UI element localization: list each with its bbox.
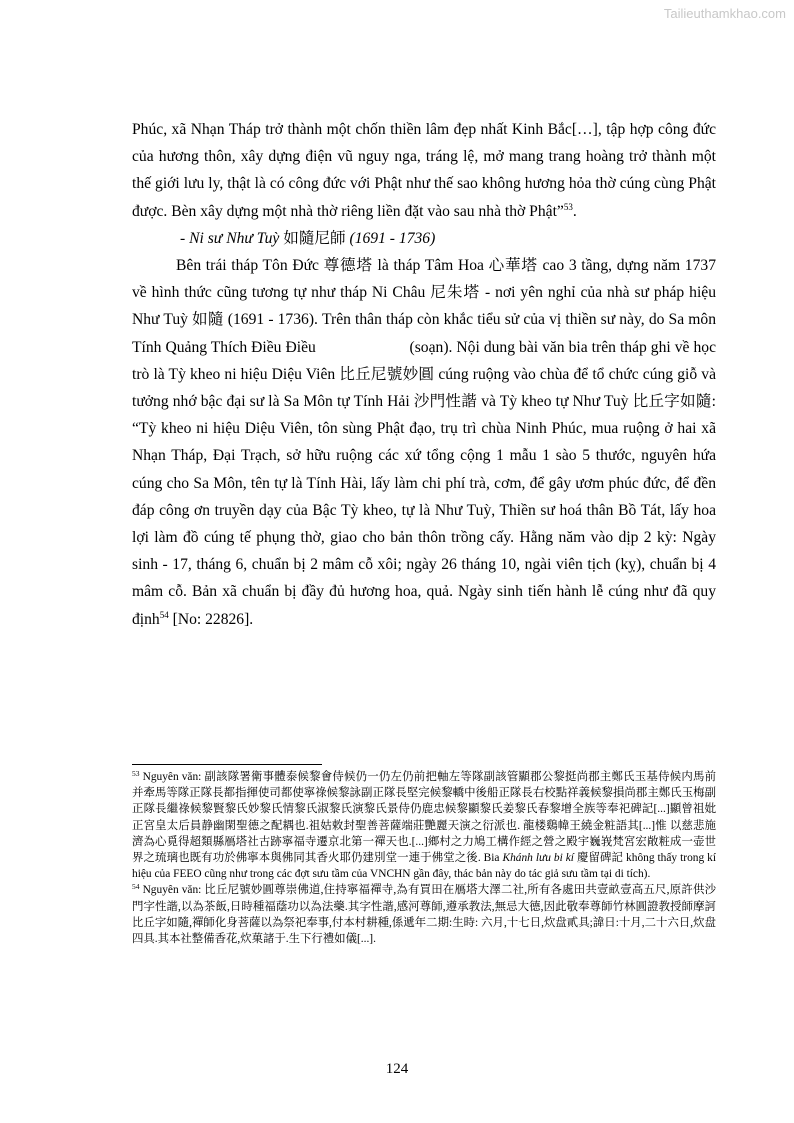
footnote-number: 54 (132, 882, 140, 892)
watermark: Tailieuthamkhao.com (663, 6, 786, 21)
heading-dates: (1691 - 1736) (345, 229, 436, 247)
footnote-text: 慶留碑記 không thấy trong kí hiệu của FEEO cũng như trong các đợt sưu tầm của VNCHN gần đây, thác bản này do tác giả sưu tầm tại di tích). (132, 852, 716, 881)
paragraph (132, 252, 716, 633)
footnote-ref[interactable]: 53 (563, 201, 573, 212)
footnotes (132, 769, 716, 947)
paragraph-text: . (572, 202, 577, 220)
page-number: 124 (385, 1061, 409, 1077)
body-text (132, 116, 716, 633)
footnote-text: Nguyên văn: 比丘尼號妙圓尊崇佛道,住持寧福禪寺,為有買田在鴈塔大澤二社,所有各處田共壹畝壹高五尺,原許供沙門字性諧,以為茶飯,日時種福蔭功以為法藥.其字性諧,感河尊師,遵承教法,無忌大德,因此敬奉尊師竹林圓證教授師摩訶比丘字如隨,禪師化身菩薩以為祭祀奉事,付本村耕種,係遞年二期:生時: 六月,十七日,炊盘貳具;諱日:十月,二十六日,炊盘四具.其本社整備香花,炊菓諸于.生下行禮如儀[...]. (132, 884, 716, 946)
paragraph (132, 116, 716, 225)
footnote-text: Nguyên văn: 副該隊署衛事體泰候黎會侍候仍一仍左仍前把軸左等隊副該管顯郡公黎挺尚郡主鄭氏玉基侍候内馬前并牽馬等隊正隊長都指揮使司都使寧祿候黎詠副正隊長堅完候黎轎中後船正隊長右校點祥義候黎損尚郡主鄭氏玉梅副正隊長繼祿候黎賢黎氏妙黎氏情黎氏淑黎氏演黎氏景侍仍鹿忠候黎顯黎氏姜黎氏春黎增全族等奉祀碑記[...]顯曾祖妣正宮皇太后員静幽閑聖德之配耦也.祖姑敕封聖善菩薩端莊艷麗天演之衍派也. 龍楼鷄幃王繞金粧語其[...]惟 以慈悲施濟為心覓得超類縣鴈塔社古跡寧福寺遷京北第一禪天也.[...]鄉村之力鳩工構作經之營之殿宇巍峩梵宮宏敞粧成一壶世界之琉璃也既有功於佛寧本與佛同其香火耶仍建別堂一連于佛堂之後. Bia (132, 771, 716, 865)
footnote-54 (132, 882, 716, 947)
section-heading (132, 225, 716, 252)
paragraph-text: Phúc, xã Nhạn Tháp trở thành một chốn thiền lâm đẹp nhất Kinh Bắc[…], tập hợp công đức của hương thôn, xây dựng điện vũ nguy nga, tráng lệ, mở mang trang hoàng trở thành một thế giới lưu ly, thật là có công đức với Phật như thế sao không hương hỏa thờ cúng cùng Phật được. Bèn xây dựng một nhà thờ riêng liền đặt vào sau nhà thờ Phật” (132, 121, 716, 220)
footnote-number: 53 (132, 769, 140, 778)
heading-name: - Ni sư Như Tuỳ (180, 229, 284, 247)
footnote-italic: Khánh lưu bi kí (502, 852, 574, 865)
footnote-53 (132, 769, 716, 882)
heading-han: 如隨尼師 (283, 229, 346, 247)
paragraph-text: Bên trái tháp Tôn Đức 尊德塔 là tháp Tâm Hoa 心華塔 cao 3 tầng, dựng năm 1737 về hình thức cũng tương tự như tháp Ni Châu 尼朱塔 - nơi yên nghỉ của nhà sư pháp hiệu Như Tuỳ 如隨 (1691 - 1736). Trên thân tháp còn khắc tiểu sử của vị thiền sư này, do Sa môn Tính Quảng Thích Điều Điều 𤁘門性廣釋條條 (soạn). Nội dung bài văn bia trên tháp ghi về học trò là Tỳ kheo ni hiệu Diệu Viên 比丘尼號妙圓 cúng ruộng vào chùa để tổ chức cúng giỗ và tưởng nhớ bậc đại sư là Sa Môn tự Tính Hải 沙門性諧 và Tỳ kheo tự Như Tuỳ 比丘字如隨: “Tỳ kheo ni hiệu Diệu Viên, tôn sùng Phật đạo, trụ trì chùa Ninh Phúc, mua ruộng ở hai xã Nhạn Tháp, Đại Trạch, sở hữu ruộng các xứ tổng cộng 1 mẫu 1 sào 5 thước, nguyên hứa cúng cho Sa Môn, tên tự là Tính Hài, lấy làm chi phí trà, cơm, để gây ươm phúc đức, để đền đáp công ơn truyền dạy của Bậc Tỳ kheo, tự là Như Tuỳ, Thiền sư hoá thân Bồ Tát, lấy hoa lợi làm đồ cúng tế phụng thờ, giao cho bản thôn trồng cấy. Hằng năm vào dịp 2 kỳ: Ngày sinh - 17, tháng 6, chuẩn bị 2 mâm cỗ xôi; ngày 26 tháng 10, ngài viên tịch (kỵ), chuẩn bị 4 mâm cỗ. Bản xã chuẩn bị đầy đủ hương hoa, quả. Ngày sinh tiến hành lễ cúng như đã quy định (132, 257, 716, 628)
paragraph-text: [No: 22826]. (168, 610, 254, 628)
footnote-ref[interactable]: 54 (159, 609, 169, 620)
footnote-divider (132, 764, 322, 765)
